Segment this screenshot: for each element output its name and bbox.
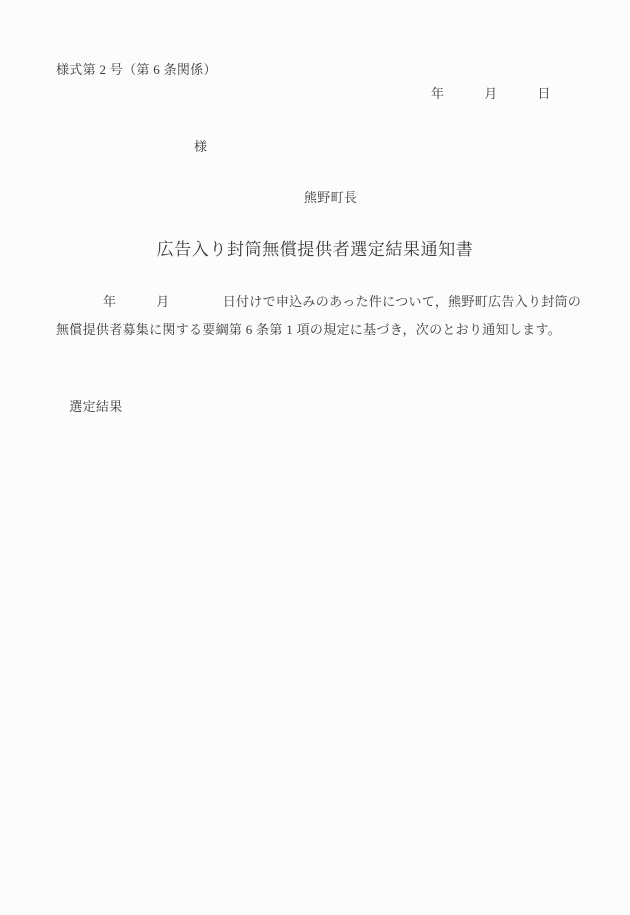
date-blank-line: 年 月 日	[431, 86, 551, 101]
addressee-honorific: 様	[194, 139, 208, 154]
result-label: 選定結果	[56, 399, 123, 414]
body-line-2: 無償提供者募集に関する要綱第 6 条第 1 項の規定に基づき，次のとおり通知します。	[56, 322, 562, 337]
sender-name: 熊野町長	[304, 190, 358, 205]
body-line-1: 年 月 日付けで申込みのあった件について，熊野町広告入り封筒の	[103, 294, 582, 309]
form-number: 様式第 2 号（第 6 条関係）	[56, 62, 217, 77]
document-title: 広告入り封筒無償提供者選定結果通知書	[156, 240, 474, 259]
